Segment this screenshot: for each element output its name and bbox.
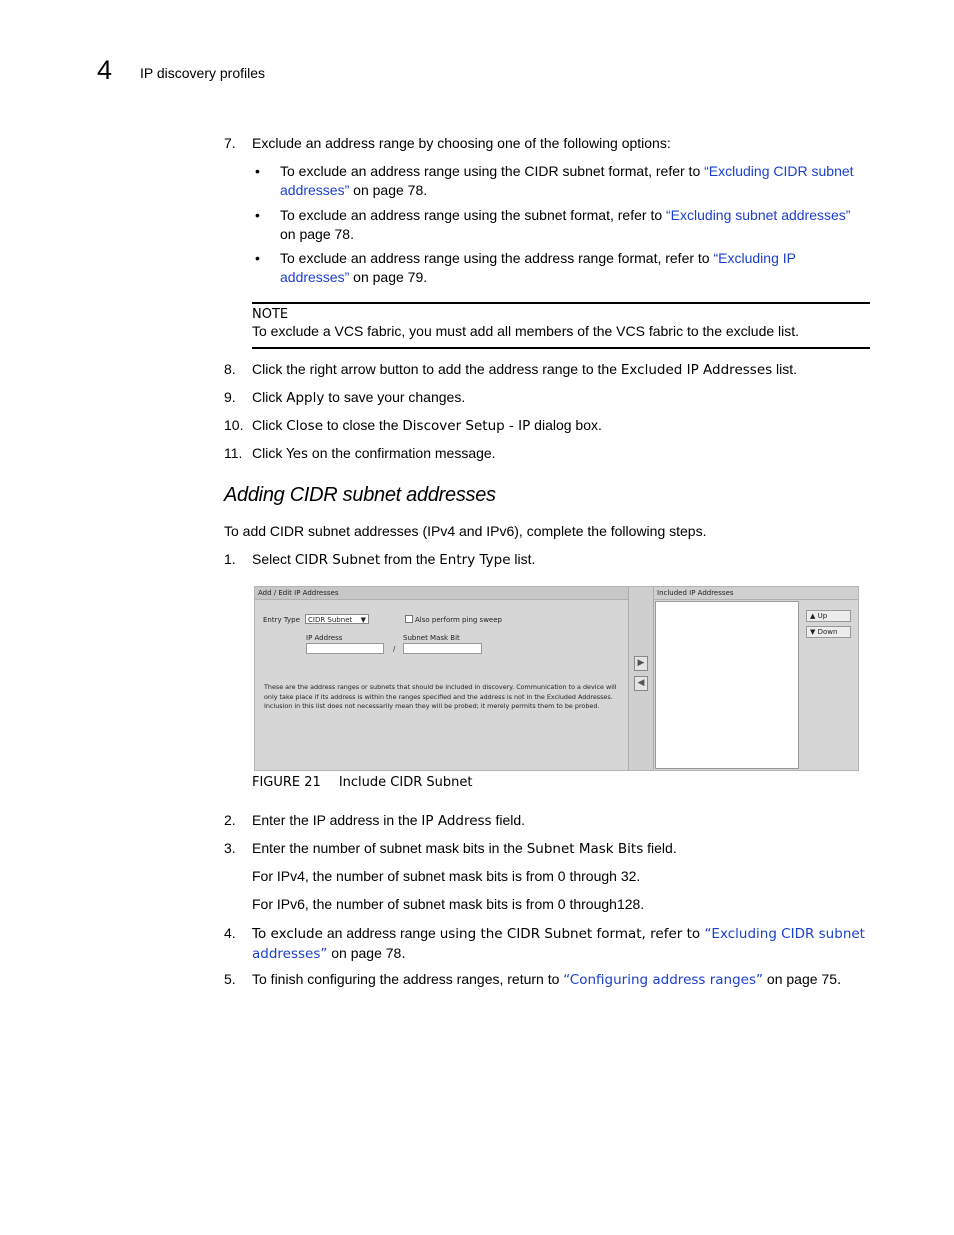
included-pane [654,587,858,770]
step-number: 5. [224,971,236,987]
step-7-number: 7. [224,135,236,151]
link-excluding-ip[interactable]: “Excluding IP addresses” [280,250,796,285]
ip-address-label: IP Address [306,634,343,642]
step-text: To exclude an address range using the CIDR Subnet format, refer to “Excluding CIDR subnet addresses” on page 78. [252,925,865,962]
step-text: Click Apply to save your changes. [252,389,466,406]
included-addresses-list[interactable] [655,601,799,769]
ipv4-text: For IPv4, the number of subnet mask bits is from 0 through 32. [252,868,641,884]
info-text: These are the address ranges or subnets that should be included in discovery. Communication to a device will only take place if its address is within the ranges specified and the address is not in the Excluded Addresses. Inclusion in this list does not necessarily mean they will be probed; it merely permits them to be probed. [264,683,617,710]
mask-bits-input[interactable] [403,643,482,654]
step-number: 1. [224,551,236,567]
slash-separator: / [393,645,396,653]
link-excluding-cidr[interactable]: “Excluding CIDR subnet addresses” [252,926,865,962]
step-text: Click the right arrow button to add the address range to the Excluded IP Addresses list. [252,361,798,378]
link-configuring-address-ranges[interactable]: “Configuring address ranges” [563,972,764,988]
step-number: 10. [224,417,244,433]
mask-bits-label: Subnet Mask Bit [403,634,460,642]
note-text: To exclude a VCS fabric, you must add all members of the VCS fabric to the exclude list. [252,323,800,339]
down-button[interactable]: ▼ Down [806,626,851,638]
ping-sweep-label: Also perform ping sweep [415,616,502,624]
entry-type-label: Entry Type [263,616,300,624]
chevron-down-icon: ▼ [360,616,366,624]
step-text: Click Close to close the Discover Setup - IP dialog box. [252,417,602,434]
step-number: 4. [224,925,236,941]
add-edit-title: Add / Edit IP Addresses [255,587,628,600]
bullet-item: To exclude an address range using the address range format, refer to “Excluding IP addresses” on page 79. [280,250,796,285]
section-heading: Adding CIDR subnet addresses [224,484,496,506]
step-text: Click Yes on the confirmation message. [252,445,496,462]
add-right-arrow-button[interactable] [634,656,648,671]
bullet-item: To exclude an address range using the subnet format, refer to “Excluding subnet addresses” on page 78. [280,207,851,242]
arrow-left-icon: ◀ [637,678,645,688]
ip-address-input[interactable] [306,643,384,654]
arrow-down-icon: ▼ [810,628,816,636]
step-7-text: Exclude an address range by choosing one of the following options: [252,135,671,151]
transfer-bar [629,587,654,770]
step-number: 11. [224,445,243,461]
ping-sweep-checkbox[interactable] [405,615,413,623]
up-button[interactable]: ▲ Up [806,610,851,622]
step-number: 2. [224,812,236,828]
included-title: Included IP Addresses [654,587,858,600]
chapter-title: IP discovery profiles [140,65,266,81]
note-top-rule [252,302,870,304]
bullet-item: To exclude an address range using the CIDR subnet format, refer to “Excluding CIDR subnet addresses” on page 78. [280,163,854,198]
note-label: NOTE [252,307,289,322]
note-bottom-rule [252,347,870,349]
step-text: To finish configuring the address ranges, return to “Configuring address ranges” on page 75. [252,971,842,988]
step-number: 9. [224,389,236,405]
step-number: 8. [224,361,236,377]
remove-left-arrow-button[interactable] [634,676,648,691]
arrow-up-icon: ▲ [810,612,816,620]
link-excluding-cidr[interactable]: “Excluding CIDR subnet addresses” [280,163,854,198]
entry-type-select[interactable]: CIDR Subnet ▼ [305,614,369,624]
bullet-icon: • [255,207,260,223]
add-edit-pane [255,587,629,770]
bullet-icon: • [255,163,260,179]
step-text: Enter the number of subnet mask bits in the Subnet Mask Bits field. [252,840,677,857]
include-cidr-dialog [254,586,859,771]
step-number: 3. [224,840,236,856]
bullet-icon: • [255,250,260,266]
step-text: Enter the IP address in the IP Address field. [252,812,526,829]
chapter-number: 4 [97,55,113,85]
ipv6-text: For IPv6, the number of subnet mask bits is from 0 through128. [252,896,645,912]
arrow-right-icon: ▶ [637,658,645,668]
link-excluding-subnet[interactable]: “Excluding subnet addresses” [666,207,851,223]
section-intro: To add CIDR subnet addresses (IPv4 and IPv6), complete the following steps. [224,523,707,539]
step-text: Select CIDR Subnet from the Entry Type list. [252,551,536,568]
figure-caption: FIGURE 21 Include CIDR Subnet [252,775,473,790]
